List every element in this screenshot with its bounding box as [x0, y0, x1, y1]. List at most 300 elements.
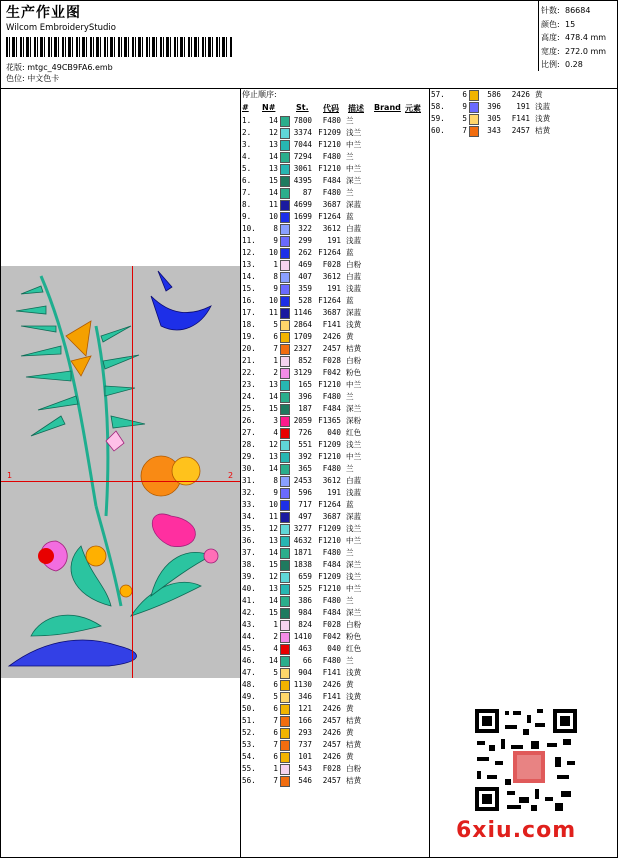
color-swatch: [280, 716, 290, 727]
stitch-count: 299: [298, 236, 312, 245]
thread-code: 3687: [322, 512, 341, 521]
stop-index: 9.: [242, 212, 252, 221]
thread-description: 中兰: [346, 140, 362, 149]
color-swatch: [280, 560, 290, 571]
thread-code: F1210: [318, 164, 341, 173]
thread-code: F042: [322, 632, 341, 641]
thread-code: F480: [322, 464, 341, 473]
thread-description: 浅兰: [346, 128, 362, 137]
color-swatch: [280, 392, 290, 403]
stitch-count: 546: [298, 776, 312, 785]
stitch-count: 305: [487, 114, 501, 123]
thread-code: F141: [322, 320, 341, 329]
thread-code: F1264: [318, 500, 341, 509]
needle-number: 8: [273, 224, 278, 233]
table-column-divider: [429, 88, 430, 858]
thread-code: F480: [322, 188, 341, 197]
stop-index: 13.: [242, 260, 256, 269]
color-swatch: [280, 440, 290, 451]
stop-index: 22.: [242, 368, 256, 377]
stop-index: 45.: [242, 644, 256, 653]
thread-description: 浅蓝: [346, 488, 362, 497]
needle-number: 1: [273, 356, 278, 365]
stitch-count: 1130: [293, 680, 312, 689]
stat-stitches: 针数: 86684: [541, 6, 591, 15]
needle-number: 13: [268, 584, 278, 593]
thread-description: 兰: [346, 116, 354, 125]
thread-code: 040: [327, 428, 341, 437]
thread-description: 浅蓝: [346, 284, 362, 293]
stitch-count: 2059: [293, 416, 312, 425]
thread-description: 白粉: [346, 764, 362, 773]
stop-list-continued: [431, 89, 617, 149]
needle-number: 13: [268, 164, 278, 173]
needle-number: 7: [273, 344, 278, 353]
stitch-count: 66: [302, 656, 312, 665]
color-swatch: [280, 272, 290, 283]
color-swatch: [280, 188, 290, 199]
thread-code: 2457: [511, 126, 530, 135]
color-swatch: [280, 584, 290, 595]
thread-description: 黄: [346, 728, 354, 737]
stat-width: 宽度: 272.0 mm: [541, 46, 607, 56]
needle-number: 4: [273, 428, 278, 437]
thread-code: F480: [322, 392, 341, 401]
color-swatch: [280, 260, 290, 271]
needle-number: 15: [268, 176, 278, 185]
thread-description: 蓝: [346, 500, 354, 509]
thread-description: 桔黄: [346, 740, 362, 749]
thread-description: 深兰: [346, 560, 362, 569]
thread-code: 040: [327, 644, 341, 653]
stat-colors: 颜色: 15: [541, 19, 576, 29]
stop-index: 54.: [242, 752, 256, 761]
thread-description: 黄: [346, 680, 354, 689]
stop-index: 23.: [242, 380, 256, 389]
needle-number: 9: [273, 488, 278, 497]
stitch-count: 166: [298, 716, 312, 725]
thread-description: 蓝: [346, 296, 354, 305]
needle-number: 12: [268, 128, 278, 137]
needle-number: 14: [268, 392, 278, 401]
stop-index: 48.: [242, 680, 256, 689]
design-label: 花版: mtgc_49CB9FA6.emb: [6, 63, 113, 72]
thread-code: 2457: [322, 716, 341, 725]
stitch-count: 7044: [293, 140, 312, 149]
color-swatch: [280, 356, 290, 367]
thread-code: F042: [322, 368, 341, 377]
stop-index: 41.: [242, 596, 256, 605]
thread-description: 深兰: [346, 404, 362, 413]
stitch-count: 343: [487, 126, 501, 135]
col-header-stitches: St.: [296, 103, 309, 112]
needle-number: 4: [273, 644, 278, 653]
color-swatch: [280, 404, 290, 415]
thread-code: F484: [322, 176, 341, 185]
stitch-count: 4395: [293, 176, 312, 185]
stitch-count: 984: [298, 608, 312, 617]
thread-description: 红色: [346, 428, 362, 437]
design-preview: [1, 266, 240, 678]
needle-number: 9: [273, 284, 278, 293]
thread-description: 粉色: [346, 368, 362, 377]
needle-number: 9: [462, 102, 467, 111]
stop-index: 25.: [242, 404, 256, 413]
stop-index: 12.: [242, 248, 256, 257]
color-swatch: [280, 308, 290, 319]
thread-code: F028: [322, 260, 341, 269]
stop-index: 35.: [242, 524, 256, 533]
stop-index: 57.: [431, 90, 445, 99]
thread-description: 深蓝: [346, 308, 362, 317]
stitch-count: 824: [298, 620, 312, 629]
thread-description: 兰: [346, 392, 354, 401]
needle-number: 14: [268, 596, 278, 605]
needle-number: 9: [273, 236, 278, 245]
needle-number: 14: [268, 116, 278, 125]
thread-description: 中兰: [346, 584, 362, 593]
stitch-count: 386: [298, 596, 312, 605]
thread-code: F1209: [318, 572, 341, 581]
thread-code: F480: [322, 596, 341, 605]
needle-number: 5: [273, 692, 278, 701]
thread-code: 2426: [322, 704, 341, 713]
color-swatch: [280, 752, 290, 763]
thread-code: F1210: [318, 380, 341, 389]
thread-description: 浅黄: [346, 668, 362, 677]
thread-code: 2426: [511, 90, 530, 99]
stitch-count: 852: [298, 356, 312, 365]
needle-number: 10: [268, 500, 278, 509]
needle-number: 12: [268, 572, 278, 581]
thread-description: 兰: [346, 152, 354, 161]
thread-description: 中兰: [346, 452, 362, 461]
color-swatch: [280, 452, 290, 463]
col-header-needle: N#: [262, 103, 276, 112]
thread-description: 深蓝: [346, 512, 362, 521]
barcode: [6, 37, 232, 57]
stop-index: 37.: [242, 548, 256, 557]
thread-description: 兰: [346, 548, 354, 557]
color-swatch: [280, 524, 290, 535]
thread-code: 191: [516, 102, 530, 111]
stats-panel: [541, 4, 606, 72]
stop-sequence-title: 停止顺序:: [242, 90, 277, 99]
stop-index: 16.: [242, 296, 256, 305]
thread-code: F484: [322, 404, 341, 413]
stop-index: 38.: [242, 560, 256, 569]
file-info: [6, 62, 113, 84]
needle-number: 14: [268, 548, 278, 557]
thread-code: F480: [322, 548, 341, 557]
color-swatch: [280, 164, 290, 175]
col-header-code: 代码: [323, 104, 339, 113]
thread-code: F141: [511, 114, 530, 123]
thread-code: 3687: [322, 308, 341, 317]
thread-code: F1210: [318, 140, 341, 149]
thread-description: 浅蓝: [346, 236, 362, 245]
thread-code: 2457: [322, 740, 341, 749]
stop-index: 4.: [242, 152, 252, 161]
needle-number: 6: [462, 90, 467, 99]
stop-list: [242, 115, 428, 860]
stop-index: 2.: [242, 128, 252, 137]
needle-number: 2: [273, 368, 278, 377]
color-swatch: [280, 764, 290, 775]
thread-description: 桔黄: [346, 344, 362, 353]
color-swatch: [280, 644, 290, 655]
color-swatch: [280, 572, 290, 583]
color-swatch: [280, 488, 290, 499]
thread-code: 2426: [322, 728, 341, 737]
stitch-count: 3129: [293, 368, 312, 377]
thread-code: F1209: [318, 440, 341, 449]
needle-number: 6: [273, 332, 278, 341]
stitch-count: 3374: [293, 128, 312, 137]
stop-index: 10.: [242, 224, 256, 233]
stop-index: 24.: [242, 392, 256, 401]
stop-index: 43.: [242, 620, 256, 629]
needle-number: 12: [268, 440, 278, 449]
needle-number: 11: [268, 308, 278, 317]
page-title: 生产作业图: [6, 5, 81, 21]
thread-description: 深兰: [346, 608, 362, 617]
stitch-count: 525: [298, 584, 312, 593]
stop-index: 33.: [242, 500, 256, 509]
stop-index: 8.: [242, 200, 252, 209]
stop-index: 20.: [242, 344, 256, 353]
color-swatch: [280, 116, 290, 127]
stat-height: 高度: 478.4 mm: [541, 33, 607, 42]
color-swatch: [280, 632, 290, 643]
needle-number: 1: [273, 764, 278, 773]
thread-description: 兰: [346, 188, 354, 197]
thread-code: F1209: [318, 524, 341, 533]
stitch-count: 165: [298, 380, 312, 389]
thread-description: 中兰: [346, 164, 362, 173]
color-swatch: [280, 212, 290, 223]
needle-number: 3: [273, 416, 278, 425]
needle-number: 13: [268, 140, 278, 149]
stop-index: 1.: [242, 116, 252, 125]
thread-code: F480: [322, 656, 341, 665]
stop-index: 11.: [242, 236, 256, 245]
stop-index: 31.: [242, 476, 256, 485]
color-swatch: [280, 596, 290, 607]
needle-number: 14: [268, 152, 278, 161]
thread-description: 黄: [346, 752, 354, 761]
thread-description: 深兰: [346, 176, 362, 185]
stitch-count: 463: [298, 644, 312, 653]
stitch-count: 2327: [293, 344, 312, 353]
thread-description: 浅兰: [346, 440, 362, 449]
color-swatch: [280, 344, 290, 355]
stitch-count: 497: [298, 512, 312, 521]
stitch-count: 3277: [293, 524, 312, 533]
needle-number: 7: [273, 740, 278, 749]
stop-index: 56.: [242, 776, 256, 785]
color-swatch: [469, 90, 479, 101]
color-swatch: [280, 656, 290, 667]
col-header-desc: 描述: [348, 104, 364, 113]
thread-description: 白粉: [346, 356, 362, 365]
thread-description: 粉色: [346, 632, 362, 641]
thread-code: 2426: [322, 752, 341, 761]
stop-index: 18.: [242, 320, 256, 329]
needle-number: 15: [268, 608, 278, 617]
color-swatch: [280, 200, 290, 211]
stitch-count: 726: [298, 428, 312, 437]
stop-index: 32.: [242, 488, 256, 497]
thread-description: 白蓝: [346, 272, 362, 281]
marker-right: 2: [228, 471, 234, 480]
stitch-count: 737: [298, 740, 312, 749]
header-right-divider: [538, 1, 539, 71]
stitch-count: 1838: [293, 560, 312, 569]
needle-number: 13: [268, 380, 278, 389]
stitch-count: 396: [298, 392, 312, 401]
thread-code: 3612: [322, 224, 341, 233]
color-swatch: [280, 248, 290, 259]
thread-description: 兰: [346, 656, 354, 665]
stop-index: 6.: [242, 176, 252, 185]
stitch-count: 659: [298, 572, 312, 581]
color-swatch: [280, 320, 290, 331]
stitch-count: 365: [298, 464, 312, 473]
needle-number: 14: [268, 464, 278, 473]
needle-number: 8: [273, 476, 278, 485]
stitch-count: 7294: [293, 152, 312, 161]
color-swatch: [280, 512, 290, 523]
thread-description: 黄: [346, 332, 354, 341]
stop-index: 39.: [242, 572, 256, 581]
needle-number: 13: [268, 536, 278, 545]
thread-code: F028: [322, 356, 341, 365]
thread-code: F484: [322, 608, 341, 617]
stitch-count: 2453: [293, 476, 312, 485]
color-swatch: [280, 536, 290, 547]
thread-code: F1264: [318, 296, 341, 305]
needle-number: 11: [268, 512, 278, 521]
stitch-count: 586: [487, 90, 501, 99]
stop-index: 58.: [431, 102, 445, 111]
stop-index: 53.: [242, 740, 256, 749]
thread-code: F480: [322, 152, 341, 161]
software-name: Wilcom EmbroideryStudio: [6, 23, 116, 33]
thread-description: 中兰: [346, 380, 362, 389]
stitch-count: 101: [298, 752, 312, 761]
stitch-count: 407: [298, 272, 312, 281]
needle-number: 7: [273, 776, 278, 785]
stop-index: 59.: [431, 114, 445, 123]
stitch-count: 187: [298, 404, 312, 413]
needle-number: 5: [462, 114, 467, 123]
color-swatch: [280, 332, 290, 343]
stitch-count: 121: [298, 704, 312, 713]
color-swatch: [280, 704, 290, 715]
stop-index: 50.: [242, 704, 256, 713]
thread-description: 白蓝: [346, 224, 362, 233]
thread-code: F141: [322, 668, 341, 677]
needle-number: 11: [268, 200, 278, 209]
thread-code: 2457: [322, 344, 341, 353]
thread-code: F1210: [318, 584, 341, 593]
thread-description: 白粉: [346, 620, 362, 629]
stop-index: 55.: [242, 764, 256, 773]
thread-description: 黄: [535, 90, 543, 99]
needle-number: 6: [273, 752, 278, 761]
thread-description: 浅兰: [346, 572, 362, 581]
thread-description: 兰: [346, 596, 354, 605]
stop-index: 5.: [242, 164, 252, 173]
stop-index: 19.: [242, 332, 256, 341]
thread-description: 白蓝: [346, 476, 362, 485]
stitch-count: 2864: [293, 320, 312, 329]
thread-description: 蓝: [346, 248, 354, 257]
needle-number: 1: [273, 260, 278, 269]
needle-number: 14: [268, 188, 278, 197]
color-swatch: [280, 500, 290, 511]
thread-code: 3612: [322, 272, 341, 281]
color-swatch: [280, 620, 290, 631]
color-swatch: [280, 416, 290, 427]
thread-code: F484: [322, 560, 341, 569]
thread-description: 浅蓝: [535, 102, 551, 111]
thread-code: F480: [322, 116, 341, 125]
color-swatch: [280, 776, 290, 787]
thread-code: F028: [322, 764, 341, 773]
stitch-count: 904: [298, 668, 312, 677]
thread-code: F1210: [318, 536, 341, 545]
thread-code: F141: [322, 692, 341, 701]
color-swatch: [469, 126, 479, 137]
color-swatch: [280, 668, 290, 679]
needle-number: 8: [273, 272, 278, 281]
thread-description: 黄: [346, 704, 354, 713]
thread-code: F1264: [318, 212, 341, 221]
preview-table-divider: [240, 88, 241, 858]
color-swatch: [280, 140, 290, 151]
stitch-count: 1146: [293, 308, 312, 317]
stop-index: 46.: [242, 656, 256, 665]
color-swatch: [469, 102, 479, 113]
thread-code: F1365: [318, 416, 341, 425]
stop-index: 60.: [431, 126, 445, 135]
watermark-logo: 6xiu.com: [456, 818, 577, 843]
thread-description: 浅黄: [346, 692, 362, 701]
stitch-count: 717: [298, 500, 312, 509]
stop-index: 28.: [242, 440, 256, 449]
stop-index: 40.: [242, 584, 256, 593]
color-swatch: [280, 428, 290, 439]
color-swatch: [280, 128, 290, 139]
thread-description: 浅黄: [346, 320, 362, 329]
needle-number: 10: [268, 212, 278, 221]
thread-code: F028: [322, 620, 341, 629]
stitch-count: 1699: [293, 212, 312, 221]
stop-index: 7.: [242, 188, 252, 197]
color-swatch: [469, 114, 479, 125]
col-header-element: 元素: [405, 104, 421, 113]
stop-index: 36.: [242, 536, 256, 545]
thread-code: 191: [327, 236, 341, 245]
thread-description: 桔黄: [346, 716, 362, 725]
color-swatch: [280, 236, 290, 247]
thread-description: 深粉: [346, 416, 362, 425]
needle-number: 6: [273, 680, 278, 689]
stitch-count: 4699: [293, 200, 312, 209]
stat-scale: 比例: 0.28: [541, 60, 583, 69]
